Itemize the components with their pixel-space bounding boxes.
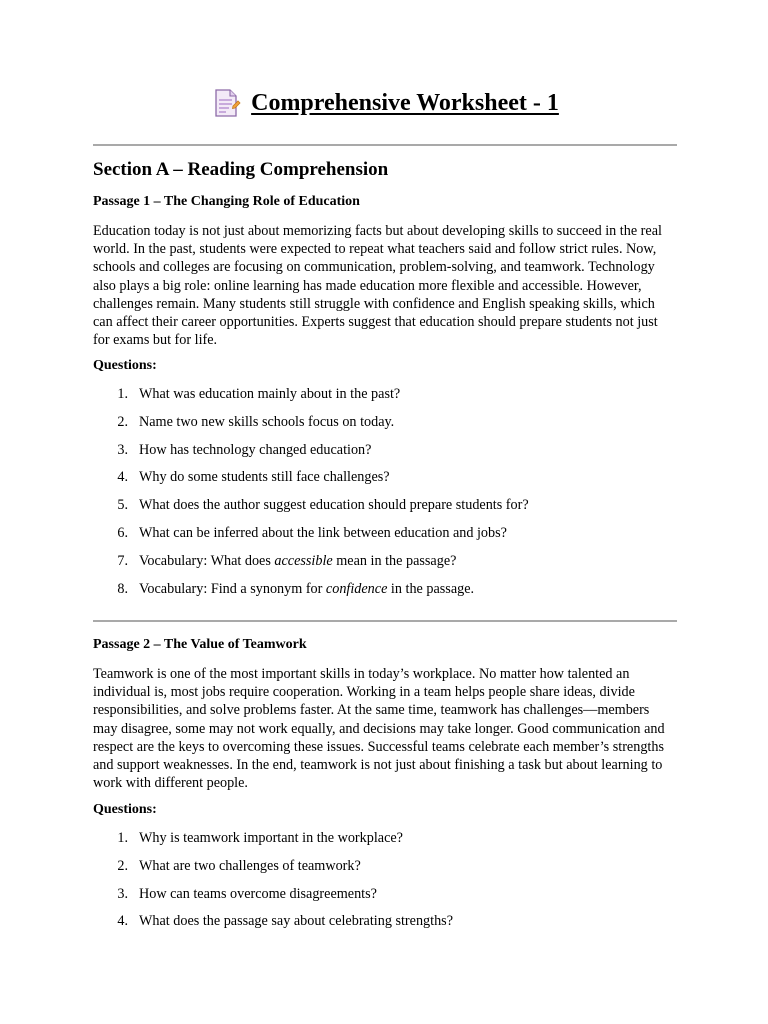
question-number: 2. (117, 857, 128, 874)
question-text: Why do some students still face challenges? (139, 469, 390, 486)
question-text: Name two new skills schools focus on today. (139, 413, 395, 430)
question-item (93, 441, 677, 469)
question-item (93, 857, 677, 885)
vocabulary-word: accessible (274, 552, 333, 569)
question-item (93, 885, 677, 913)
document-icon (211, 88, 241, 118)
passage-2-heading: Passage 2 – The Value of Teamwork (93, 637, 307, 652)
question-number: 6. (117, 524, 128, 541)
question-number: 1. (117, 830, 128, 846)
question-text-pre: Vocabulary: Find a synonym for (139, 580, 326, 597)
passage-1-question-list (93, 385, 677, 607)
passage-1-text: Education today is not just about memorizing facts but about developing skills to succeed in the real world. In the past, students were expected to repeat what teachers said and follow strict rules. Now, schools and colleges are focusing on communication, problem-solving, and teamwork. Technology also plays a big role: online learning has made education more flexible and accessible. However, challenges remain. Many students still struggle with confidence and English speaking skills, which can affect their career opportunities. Experts suggest that education should prepare students not just for exams but for life. (93, 223, 662, 349)
passage-1-heading: Passage 1 – The Changing Role of Education (93, 194, 360, 209)
question-item (93, 496, 677, 524)
passage-2-question-list (93, 829, 677, 940)
question-item (93, 829, 677, 857)
question-item (93, 524, 677, 552)
question-text: What does the passage say about celebrating strengths? (139, 913, 453, 930)
question-text-pre: Vocabulary: What does (139, 552, 275, 569)
question-text: How can teams overcome disagreements? (139, 885, 377, 902)
question-text: What was education mainly about in the past? (139, 386, 401, 402)
question-item (93, 413, 677, 441)
section-a-heading: Section A – Reading Comprehension (93, 159, 389, 180)
question-text: What does the author suggest education should prepare students for? (139, 497, 529, 514)
question-number: 2. (117, 413, 128, 430)
vocabulary-word: confidence (325, 580, 388, 597)
question-number: 8. (117, 580, 128, 597)
worksheet-title: Comprehensive Worksheet - 1 (251, 89, 559, 116)
question-item (93, 385, 677, 413)
question-text: Why is teamwork important in the workplace? (139, 830, 403, 846)
question-text (139, 580, 474, 608)
passage-2-text: Teamwork is one of the most important skills in today’s workplace. No matter how talented an individual is, most jobs require cooperation. Working in a team helps people share ideas, divide responsibilities, and solve problems faster. At the same time, teamwork has challenges—members may disagree, some may not work equally, and decisions may take longer. Good communication and respect are the keys to overcoming these issues. Successful teams celebrate each member’s strengths and support weaknesses. In the end, teamwork is not just about finishing a task but about learning to work with different people. (93, 666, 665, 792)
question-number: 3. (117, 885, 128, 902)
question-text: What can be inferred about the link between education and jobs? (139, 524, 507, 541)
passage-2-questions-label: Questions: (93, 802, 157, 817)
question-item (93, 580, 677, 608)
passage-1-questions-label: Questions: (93, 358, 157, 373)
question-number: 3. (117, 441, 128, 458)
question-item (93, 468, 677, 496)
question-item (93, 912, 677, 940)
question-text-post: in the passage. (387, 580, 475, 597)
question-number: 7. (117, 552, 128, 569)
divider-top (93, 144, 677, 146)
question-text: What are two challenges of teamwork? (139, 857, 361, 874)
divider-middle (93, 620, 677, 622)
question-text: How has technology changed education? (139, 441, 372, 458)
question-number: 5. (117, 497, 128, 514)
question-number: 4. (117, 913, 128, 930)
question-number: 1. (117, 386, 128, 402)
document-icon-graphic (211, 88, 241, 118)
question-number: 4. (117, 469, 128, 486)
question-text-post: mean in the passage? (332, 552, 457, 569)
question-item (93, 552, 677, 580)
title-row (93, 88, 677, 118)
question-text (139, 552, 456, 580)
